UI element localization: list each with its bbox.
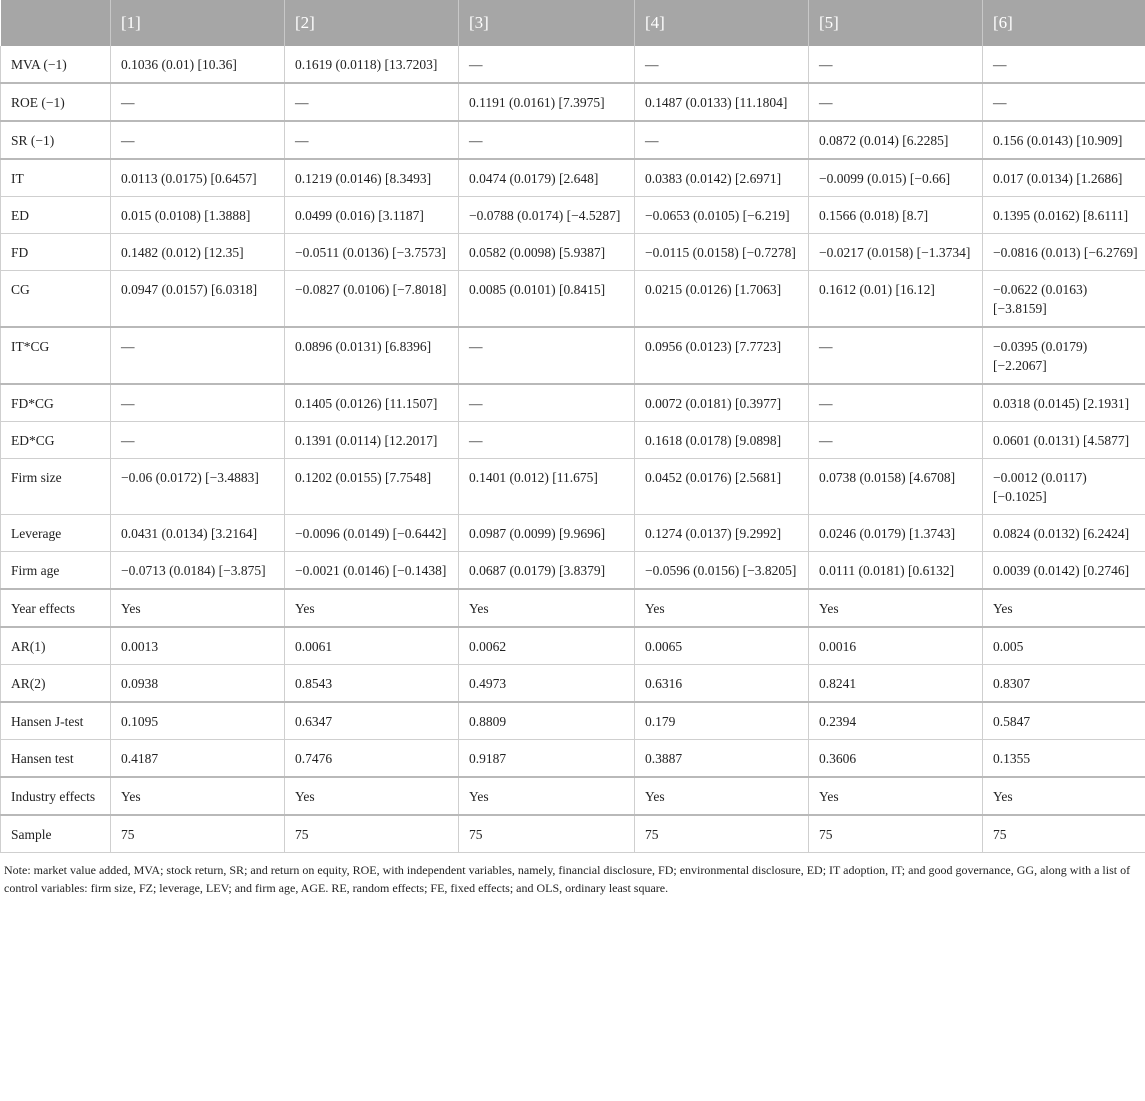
table-row bbox=[1, 384, 1145, 422]
table-cell: 0.4187 bbox=[111, 740, 285, 778]
table-cell: — bbox=[635, 121, 809, 159]
row-label: Industry effects bbox=[1, 777, 111, 815]
table-row bbox=[1, 459, 1145, 515]
table-cell: −0.0021 (0.0146) [−0.1438] bbox=[285, 552, 459, 590]
table-cell: — bbox=[111, 327, 285, 384]
table-cell: −0.0816 (0.013) [−6.2769] bbox=[983, 234, 1145, 271]
table-row bbox=[1, 515, 1145, 552]
table-cell: — bbox=[459, 384, 635, 422]
table-cell: 0.7476 bbox=[285, 740, 459, 778]
table-row bbox=[1, 197, 1145, 234]
table-cell: 0.8307 bbox=[983, 665, 1145, 703]
header-cell: [6] bbox=[983, 0, 1145, 46]
table-cell: 0.0061 bbox=[285, 627, 459, 665]
table-cell: 0.0738 (0.0158) [4.6708] bbox=[809, 459, 983, 515]
table-cell: 0.156 (0.0143) [10.909] bbox=[983, 121, 1145, 159]
row-label: IT*CG bbox=[1, 327, 111, 384]
table-cell: 0.0872 (0.014) [6.2285] bbox=[809, 121, 983, 159]
table-cell: 75 bbox=[111, 815, 285, 853]
table-cell: 0.3887 bbox=[635, 740, 809, 778]
row-label: Leverage bbox=[1, 515, 111, 552]
row-label: Hansen J-test bbox=[1, 702, 111, 740]
table-cell: Yes bbox=[635, 777, 809, 815]
header-cell: [2] bbox=[285, 0, 459, 46]
table-cell: 0.0687 (0.0179) [3.8379] bbox=[459, 552, 635, 590]
table-cell: 0.0431 (0.0134) [3.2164] bbox=[111, 515, 285, 552]
row-label: FD*CG bbox=[1, 384, 111, 422]
table-row bbox=[1, 665, 1145, 703]
table-cell: 0.0499 (0.016) [3.1187] bbox=[285, 197, 459, 234]
table-cell: Yes bbox=[809, 777, 983, 815]
row-label: Sample bbox=[1, 815, 111, 853]
row-label: ROE (−1) bbox=[1, 83, 111, 121]
table-cell: Yes bbox=[983, 589, 1145, 627]
table-cell: 0.1219 (0.0146) [8.3493] bbox=[285, 159, 459, 197]
table-cell: 0.0039 (0.0142) [0.2746] bbox=[983, 552, 1145, 590]
table-cell: 0.1618 (0.0178) [9.0898] bbox=[635, 422, 809, 459]
table-cell: 0.005 bbox=[983, 627, 1145, 665]
table-cell: 0.6316 bbox=[635, 665, 809, 703]
table-cell: 0.8809 bbox=[459, 702, 635, 740]
table-cell: 0.1191 (0.0161) [7.3975] bbox=[459, 83, 635, 121]
table-cell: −0.0622 (0.0163) [−3.8159] bbox=[983, 271, 1145, 328]
table-cell: 0.0824 (0.0132) [6.2424] bbox=[983, 515, 1145, 552]
table-row bbox=[1, 121, 1145, 159]
table-cell: 0.1391 (0.0114) [12.2017] bbox=[285, 422, 459, 459]
table-cell: 0.015 (0.0108) [1.3888] bbox=[111, 197, 285, 234]
table-row bbox=[1, 159, 1145, 197]
table-cell: 0.1619 (0.0118) [13.7203] bbox=[285, 46, 459, 83]
table-cell: 0.1036 (0.01) [10.36] bbox=[111, 46, 285, 83]
table-cell: 75 bbox=[983, 815, 1145, 853]
table-cell: 0.6347 bbox=[285, 702, 459, 740]
table-cell: — bbox=[111, 83, 285, 121]
table-cell: Yes bbox=[111, 589, 285, 627]
table-cell: — bbox=[285, 121, 459, 159]
table-row bbox=[1, 740, 1145, 778]
row-label: AR(1) bbox=[1, 627, 111, 665]
table-cell: 0.0215 (0.0126) [1.7063] bbox=[635, 271, 809, 328]
row-label: IT bbox=[1, 159, 111, 197]
table-cell: 0.4973 bbox=[459, 665, 635, 703]
table-cell: −0.0653 (0.0105) [−6.219] bbox=[635, 197, 809, 234]
row-label: MVA (−1) bbox=[1, 46, 111, 83]
table-cell: 0.0062 bbox=[459, 627, 635, 665]
table-cell: −0.06 (0.0172) [−3.4883] bbox=[111, 459, 285, 515]
table-cell: 0.0318 (0.0145) [2.1931] bbox=[983, 384, 1145, 422]
table-cell: — bbox=[809, 46, 983, 83]
table-row bbox=[1, 234, 1145, 271]
row-label: Firm size bbox=[1, 459, 111, 515]
table-cell: 75 bbox=[635, 815, 809, 853]
table-cell: — bbox=[983, 83, 1145, 121]
table-cell: — bbox=[285, 83, 459, 121]
table-cell: — bbox=[809, 422, 983, 459]
table-row bbox=[1, 46, 1145, 83]
table-cell: — bbox=[111, 384, 285, 422]
table-cell: 75 bbox=[459, 815, 635, 853]
table-cell: −0.0115 (0.0158) [−0.7278] bbox=[635, 234, 809, 271]
row-label: Year effects bbox=[1, 589, 111, 627]
table-cell: 0.9187 bbox=[459, 740, 635, 778]
header-cell: [3] bbox=[459, 0, 635, 46]
table-cell: 0.0938 bbox=[111, 665, 285, 703]
table-cell: −0.0096 (0.0149) [−0.6442] bbox=[285, 515, 459, 552]
table-cell: −0.0395 (0.0179) [−2.2067] bbox=[983, 327, 1145, 384]
table-cell: −0.0596 (0.0156) [−3.8205] bbox=[635, 552, 809, 590]
row-label: ED*CG bbox=[1, 422, 111, 459]
table-cell: −0.0099 (0.015) [−0.66] bbox=[809, 159, 983, 197]
table-row bbox=[1, 627, 1145, 665]
table-cell: — bbox=[111, 121, 285, 159]
table-cell: 0.0987 (0.0099) [9.9696] bbox=[459, 515, 635, 552]
row-label: SR (−1) bbox=[1, 121, 111, 159]
table-cell: −0.0713 (0.0184) [−3.875] bbox=[111, 552, 285, 590]
table-row bbox=[1, 271, 1145, 328]
table-cell: Yes bbox=[459, 589, 635, 627]
table-body bbox=[1, 46, 1145, 853]
table-cell: — bbox=[809, 384, 983, 422]
row-label: Hansen test bbox=[1, 740, 111, 778]
table-cell: 0.0065 bbox=[635, 627, 809, 665]
table-cell: 0.0111 (0.0181) [0.6132] bbox=[809, 552, 983, 590]
table-row bbox=[1, 702, 1145, 740]
table-cell: 0.0246 (0.0179) [1.3743] bbox=[809, 515, 983, 552]
row-label: Firm age bbox=[1, 552, 111, 590]
table-cell: 0.0072 (0.0181) [0.3977] bbox=[635, 384, 809, 422]
table-row bbox=[1, 552, 1145, 590]
table-cell: 0.1487 (0.0133) [11.1804] bbox=[635, 83, 809, 121]
table-cell: 0.2394 bbox=[809, 702, 983, 740]
table-cell: 0.0956 (0.0123) [7.7723] bbox=[635, 327, 809, 384]
table-cell: 0.0474 (0.0179) [2.648] bbox=[459, 159, 635, 197]
table-cell: 0.0452 (0.0176) [2.5681] bbox=[635, 459, 809, 515]
table-cell: — bbox=[635, 46, 809, 83]
table-cell: Yes bbox=[285, 589, 459, 627]
table-cell: 0.017 (0.0134) [1.2686] bbox=[983, 159, 1145, 197]
table-cell: 0.3606 bbox=[809, 740, 983, 778]
table-cell: 0.0016 bbox=[809, 627, 983, 665]
table-cell: 0.0582 (0.0098) [5.9387] bbox=[459, 234, 635, 271]
row-label: ED bbox=[1, 197, 111, 234]
table-row bbox=[1, 815, 1145, 853]
table-cell: −0.0827 (0.0106) [−7.8018] bbox=[285, 271, 459, 328]
table-note: Note: market value added, MVA; stock return, SR; and return on equity, ROE, with independent variables, namely, financial disclosure, FD; environmental disclosure, ED; IT adoption, IT; and good governance, GG, along with a list of control variables: firm size, FZ; leverage, LEV; and firm age, AGE. RE, random effects; FE, fixed effects; and OLS, ordinary least square. bbox=[4, 863, 1131, 895]
table-cell: 0.5847 bbox=[983, 702, 1145, 740]
table-cell: 75 bbox=[809, 815, 983, 853]
table-cell: −0.0217 (0.0158) [−1.3734] bbox=[809, 234, 983, 271]
table-cell: — bbox=[111, 422, 285, 459]
table-cell: 0.0947 (0.0157) [6.0318] bbox=[111, 271, 285, 328]
table-cell: 0.0896 (0.0131) [6.8396] bbox=[285, 327, 459, 384]
table-cell: — bbox=[983, 46, 1145, 83]
table-cell: 0.1612 (0.01) [16.12] bbox=[809, 271, 983, 328]
table-cell: — bbox=[809, 83, 983, 121]
table-cell: 75 bbox=[285, 815, 459, 853]
row-label: FD bbox=[1, 234, 111, 271]
table-cell: 0.0383 (0.0142) [2.6971] bbox=[635, 159, 809, 197]
table-cell: 0.1405 (0.0126) [11.1507] bbox=[285, 384, 459, 422]
table-cell: — bbox=[459, 327, 635, 384]
table-cell: 0.1202 (0.0155) [7.7548] bbox=[285, 459, 459, 515]
table-cell: — bbox=[459, 46, 635, 83]
header-cell: [5] bbox=[809, 0, 983, 46]
table-row bbox=[1, 327, 1145, 384]
table-cell: 0.179 bbox=[635, 702, 809, 740]
table-cell: 0.0085 (0.0101) [0.8415] bbox=[459, 271, 635, 328]
table-cell: Yes bbox=[111, 777, 285, 815]
table-cell: Yes bbox=[459, 777, 635, 815]
table-cell: Yes bbox=[285, 777, 459, 815]
table-header-row bbox=[1, 0, 1145, 46]
row-label: AR(2) bbox=[1, 665, 111, 703]
header-cell: [1] bbox=[111, 0, 285, 46]
table-cell: 0.1395 (0.0162) [8.6111] bbox=[983, 197, 1145, 234]
table-cell: Yes bbox=[983, 777, 1145, 815]
table-cell: −0.0511 (0.0136) [−3.7573] bbox=[285, 234, 459, 271]
table-cell: 0.8241 bbox=[809, 665, 983, 703]
header-cell bbox=[1, 0, 111, 46]
table-cell: 0.1401 (0.012) [11.675] bbox=[459, 459, 635, 515]
table-row bbox=[1, 777, 1145, 815]
table-cell: — bbox=[809, 327, 983, 384]
table-cell: Yes bbox=[809, 589, 983, 627]
table-cell: 0.1566 (0.018) [8.7] bbox=[809, 197, 983, 234]
table-row bbox=[1, 589, 1145, 627]
table-cell: 0.1355 bbox=[983, 740, 1145, 778]
table-cell: 0.0013 bbox=[111, 627, 285, 665]
table-row bbox=[1, 422, 1145, 459]
table-cell: — bbox=[459, 422, 635, 459]
table-cell: 0.0601 (0.0131) [4.5877] bbox=[983, 422, 1145, 459]
table-cell: −0.0788 (0.0174) [−4.5287] bbox=[459, 197, 635, 234]
table-cell: −0.0012 (0.0117) [−0.1025] bbox=[983, 459, 1145, 515]
table-row bbox=[1, 83, 1145, 121]
table-cell: 0.1482 (0.012) [12.35] bbox=[111, 234, 285, 271]
table-cell: — bbox=[459, 121, 635, 159]
table-cell: 0.1095 bbox=[111, 702, 285, 740]
header-cell: [4] bbox=[635, 0, 809, 46]
row-label: CG bbox=[1, 271, 111, 328]
table-cell: 0.0113 (0.0175) [0.6457] bbox=[111, 159, 285, 197]
table-cell: 0.1274 (0.0137) [9.2992] bbox=[635, 515, 809, 552]
table-cell: Yes bbox=[635, 589, 809, 627]
table-cell: 0.8543 bbox=[285, 665, 459, 703]
